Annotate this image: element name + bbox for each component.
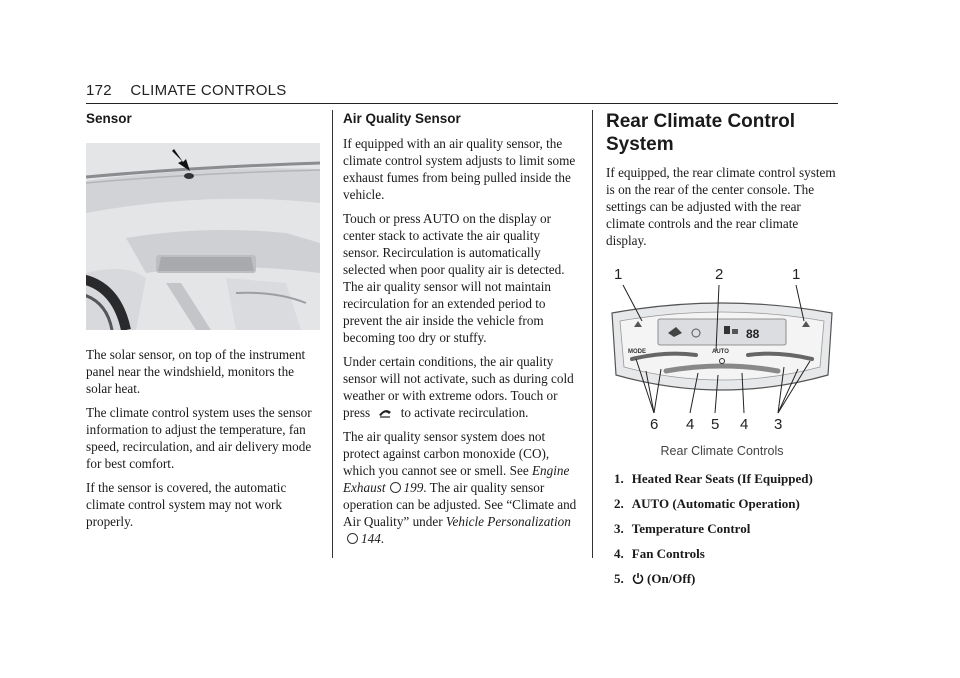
- aq-paragraph-1: If equipped with an air quality sensor, the climate control system adjusts to limit some exhaust fumes from being pulled inside the vehicle.: [343, 136, 576, 202]
- callout-5: 5: [711, 416, 720, 433]
- vehicle-personalization-page[interactable]: 144: [361, 531, 381, 546]
- header-rule: [86, 103, 838, 104]
- auto-label: AUTO: [712, 349, 729, 355]
- rear-climate-list: [606, 470, 838, 587]
- list-item: 3. Temperature Control: [614, 521, 751, 536]
- page-reference-icon: [390, 482, 401, 493]
- callout-1-right: 1: [792, 266, 801, 283]
- rear-climate-paragraph: If equipped, the rear climate control system is on the rear of the center console. The settings can be adjusted with the rear climate controls and the rear climate display.: [606, 165, 836, 248]
- callout-3: 3: [774, 416, 783, 433]
- list-item: 1. Heated Rear Seats (If Equipped): [614, 471, 813, 486]
- aq-paragraph-3: [343, 353, 579, 421]
- vehicle-personalization-link[interactable]: Vehicle Personalization: [445, 514, 571, 529]
- column-divider-1: [332, 110, 333, 558]
- recirculation-icon: [377, 408, 393, 418]
- dashboard-illustration: [86, 143, 320, 330]
- list-item: 2. AUTO (Automatic Operation): [614, 496, 800, 511]
- callout-6: 6: [650, 416, 659, 433]
- aq-paragraph-3-start: Under certain conditions, the air quality sensor will not activate, such as during cold weather or with extreme odors. Touch or press: [343, 354, 574, 420]
- rear-climate-figure: [606, 263, 838, 433]
- callout-2: 2: [715, 266, 724, 283]
- sensor-paragraph-1: The solar sensor, on top of the instrument panel near the windshield, monitors the solar heat.: [86, 347, 306, 396]
- column-air-quality: [343, 110, 579, 554]
- sensor-heading: Sensor: [86, 111, 132, 126]
- engine-exhaust-link[interactable]: Engine Exhaust: [343, 463, 570, 495]
- callout-4-left: 4: [686, 416, 695, 433]
- callout-4-right: 4: [740, 416, 749, 433]
- list-item: 5. (On/Off): [614, 571, 696, 586]
- air-quality-heading: Air Quality Sensor: [343, 111, 461, 126]
- aq-paragraph-2: Touch or press AUTO on the display or center stack to activate the air quality sensor. Recirculation is automatically selected when poor quality air is detected. The air quality sensor will not maintain recirculation for an extended period to prevent the air inside the vehicle from becoming too dry or stuffy.: [343, 211, 565, 345]
- page-header: [86, 82, 287, 99]
- sensor-paragraph-2: The climate control system uses the sensor information to adjust the temperature, fan speed, recirculation, and air delivery mode for best comfort.: [86, 405, 312, 471]
- column-divider-2: [592, 110, 593, 558]
- aq-paragraph-3-end: to activate recirculation.: [400, 405, 529, 420]
- mode-label: MODE: [628, 349, 646, 355]
- aq-paragraph-4-middle: . The air quality sensor operation can be adjusted. See “Climate and Air Quality” under: [343, 480, 577, 529]
- engine-exhaust-page[interactable]: 199: [403, 480, 424, 495]
- rear-climate-heading: Rear Climate Control System: [606, 111, 795, 155]
- aq-paragraph-4-end: .: [380, 531, 385, 546]
- page-number: 172: [86, 82, 112, 99]
- page-reference-icon: [347, 533, 358, 544]
- solar-sensor-image: [86, 143, 320, 330]
- list-item: 4. Fan Controls: [614, 546, 705, 561]
- display-temperature: 88: [746, 327, 760, 341]
- column-sensor: [86, 110, 322, 537]
- section-title: CLIMATE CONTROLS: [130, 82, 287, 99]
- power-icon: [632, 572, 644, 584]
- aq-paragraph-4: [343, 428, 579, 547]
- callout-1-left: 1: [614, 266, 623, 283]
- sensor-paragraph-3: If the sensor is covered, the automatic climate control system may not work properly.: [86, 480, 287, 529]
- column-rear-climate: [606, 110, 838, 595]
- rear-climate-diagram: [606, 263, 838, 433]
- aq-paragraph-4-start: The air quality sensor system does not protect against carbon monoxide (CO), which you cannot see or smell. See: [343, 429, 550, 478]
- figure-caption: Rear Climate Controls: [660, 444, 784, 458]
